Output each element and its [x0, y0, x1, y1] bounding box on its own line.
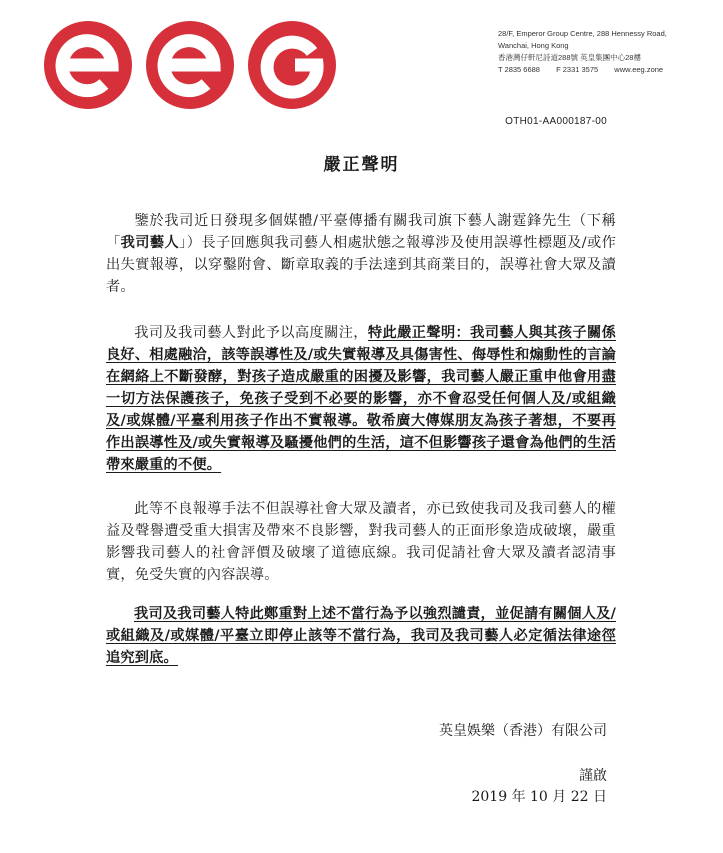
- company-address: [498, 28, 677, 76]
- address-line-1: 28/F, Emperor Group Centre, 288 Hennessy Road,: [498, 29, 667, 38]
- reference-number: OTH01-AA000187-00: [505, 116, 607, 127]
- paragraph-1: [106, 210, 616, 298]
- p3-text: 此等不良報導手法不但誤導社會大眾及讀者，亦已致使我司及我司藝人的權益及聲譽遭受重大損害及帶來不良影響，對我司藝人的正面形象造成破壞，嚴重影響我司藝人的社會評價及破壞了道德底線。我司促請社會大眾及讀者認清事實，免受失實的內容誤導。: [106, 501, 616, 583]
- website: www.eeg.zone: [614, 65, 664, 74]
- p1-text-c: 」）長子回應與我司藝人相處狀態之報導涉及使用誤導性標題及/或作出失實報導，以穿鑿附會、斷章取義的手法達到其商業目的，誤導社會大眾及讀者。: [106, 235, 616, 295]
- signature-date: 2019 年 10 月 22 日: [471, 789, 607, 805]
- p1-bold-term: 我司藝人: [120, 235, 180, 251]
- document-title: 嚴正聲明: [323, 155, 400, 175]
- fax-number: F 2331 3575: [556, 65, 599, 74]
- p4-bold-statement: 我司及我司藝人特此鄭重對上述不當行為予以強烈譴責，並促請有關個人及/或組織及/或媒體/平臺立即停止該等不當行為，我司及我司藝人必定循法律途徑追究到底。: [106, 606, 616, 666]
- address-line-3: 香港灣仔軒尼詩道288號 英皇集團中心28樓: [498, 53, 641, 62]
- p2-bold-statement: 特此嚴正聲明：我司藝人與其孩子關係良好、相處融洽，該等誤導性及/或失實報導及具傷害性、侮辱性和煽動性的言論在網絡上不斷發酵，對孩子造成嚴重的困擾及影響，我司藝人嚴正重申他會用盡一切方法保護孩子，免孩子受到不必要的影響，亦不會忍受任何個人及/或組織及/或媒體/平臺利用孩子作出不實報導。敬希廣大傳媒朋友為孩子著想，不要再作出誤導性及/或失實報導及騷擾他們的生活，這不但影響孩子還會為他們的生活帶來嚴重的不便。: [106, 325, 617, 473]
- contact-line: [498, 64, 677, 76]
- p2-text-a: 我司及我司藝人對此予以高度關注，: [134, 325, 368, 341]
- p1-text-b: 「: [106, 235, 121, 251]
- signature-closing: 謹啟: [579, 768, 607, 784]
- signature-company: 英皇娛樂（香港）有限公司: [439, 723, 607, 739]
- p1-text-a: 鑒於我司近日發現多個媒體/平臺傳播有關我司旗下藝人謝霆鋒先生（下稱: [134, 213, 616, 229]
- paragraph-2: [106, 322, 616, 476]
- eeg-logo: [40, 20, 340, 110]
- svg-text:eeg: eeg: [40, 20, 42, 21]
- paragraph-4: [106, 603, 616, 669]
- phone-number: T 2835 6688: [498, 65, 540, 74]
- paragraph-3: [106, 498, 616, 586]
- address-line-2: Wanchai, Hong Kong: [498, 41, 569, 50]
